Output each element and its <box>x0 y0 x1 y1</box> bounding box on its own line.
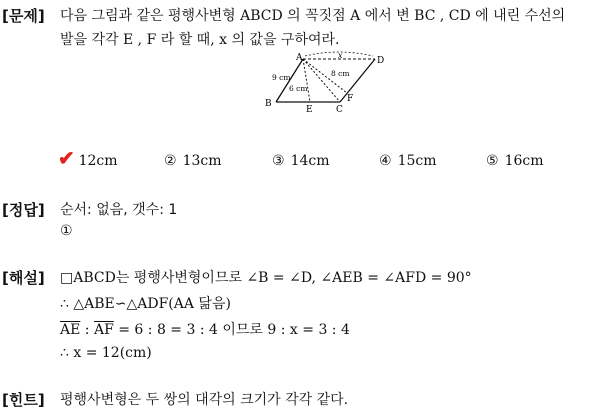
explanation-line3 <box>60 319 350 339</box>
af-length-label: 8 cm <box>331 69 350 78</box>
answer-text-line2: ① <box>60 223 73 239</box>
correct-check-icon: ✔ <box>58 146 75 170</box>
problem-text-line2: 발을 각각 E , F 라 할 때, x 의 값을 구하여라. <box>60 32 340 48</box>
answer-label: [정답] <box>2 201 45 219</box>
problem-text-line1: 다음 그림과 같은 평행사변형 ABCD 의 꼭짓점 A 에서 변 BC , CD 에 내린 수선의 <box>60 8 566 24</box>
choice-2-text: 13cm <box>182 153 222 169</box>
hint-label: [힌트] <box>2 391 45 409</box>
choice-5[interactable] <box>486 153 544 169</box>
x-label: x <box>338 51 343 60</box>
explanation-label: [해설] <box>2 269 45 287</box>
segment-af: $\overline{AF}$ <box>93 322 114 338</box>
segment-ae: $\overline{AE}$ <box>60 322 81 338</box>
hint-text: 평행사변형은 두 쌍의 대각의 크기가 각각 같다. <box>60 392 349 408</box>
explanation-line4: ∴ x = 12(cm) <box>60 345 152 361</box>
choice-4[interactable] <box>379 153 437 169</box>
ae-length-label: 6 cm <box>289 84 308 93</box>
choice-3-text: 14cm <box>290 153 330 169</box>
ratio-separator: : <box>80 322 94 338</box>
choice-5-number: ⑤ <box>486 153 499 169</box>
vertex-e-label: E <box>306 105 313 115</box>
choice-1-text: 12cm <box>78 153 118 169</box>
choice-3-number: ③ <box>272 153 285 169</box>
choice-1[interactable] <box>60 153 118 169</box>
vertex-b-label: B <box>265 99 272 109</box>
choice-3[interactable] <box>272 153 330 169</box>
explanation-line1: □ABCD는 평행사변형이므로 ∠B = ∠D, ∠AEB = ∠AFD = 90° <box>60 270 472 286</box>
choice-2-number: ② <box>164 153 177 169</box>
ab-length-label: 9 cm <box>272 73 291 82</box>
explanation-line2: ∴ △ABE∽△ADF(AA 닮음) <box>60 296 231 312</box>
problem-label: [문제] <box>2 7 45 25</box>
choice-4-number: ④ <box>379 153 392 169</box>
vertex-a-label: A <box>296 53 303 63</box>
side-cd <box>340 59 375 102</box>
vertex-f-label: F <box>347 94 354 104</box>
choice-4-text: 15cm <box>397 153 437 169</box>
vertex-c-label: C <box>336 105 343 115</box>
choice-5-text: 16cm <box>504 153 544 169</box>
choice-2[interactable] <box>164 153 222 169</box>
vertex-d-label: D <box>377 56 385 66</box>
ratio-rest: = 6 : 8 = 3 : 4 이므로 9 : x = 3 : 4 <box>113 322 350 338</box>
parallelogram-figure <box>258 50 398 120</box>
answer-text-line1: 순서: 없음, 갯수: 1 <box>60 202 178 218</box>
